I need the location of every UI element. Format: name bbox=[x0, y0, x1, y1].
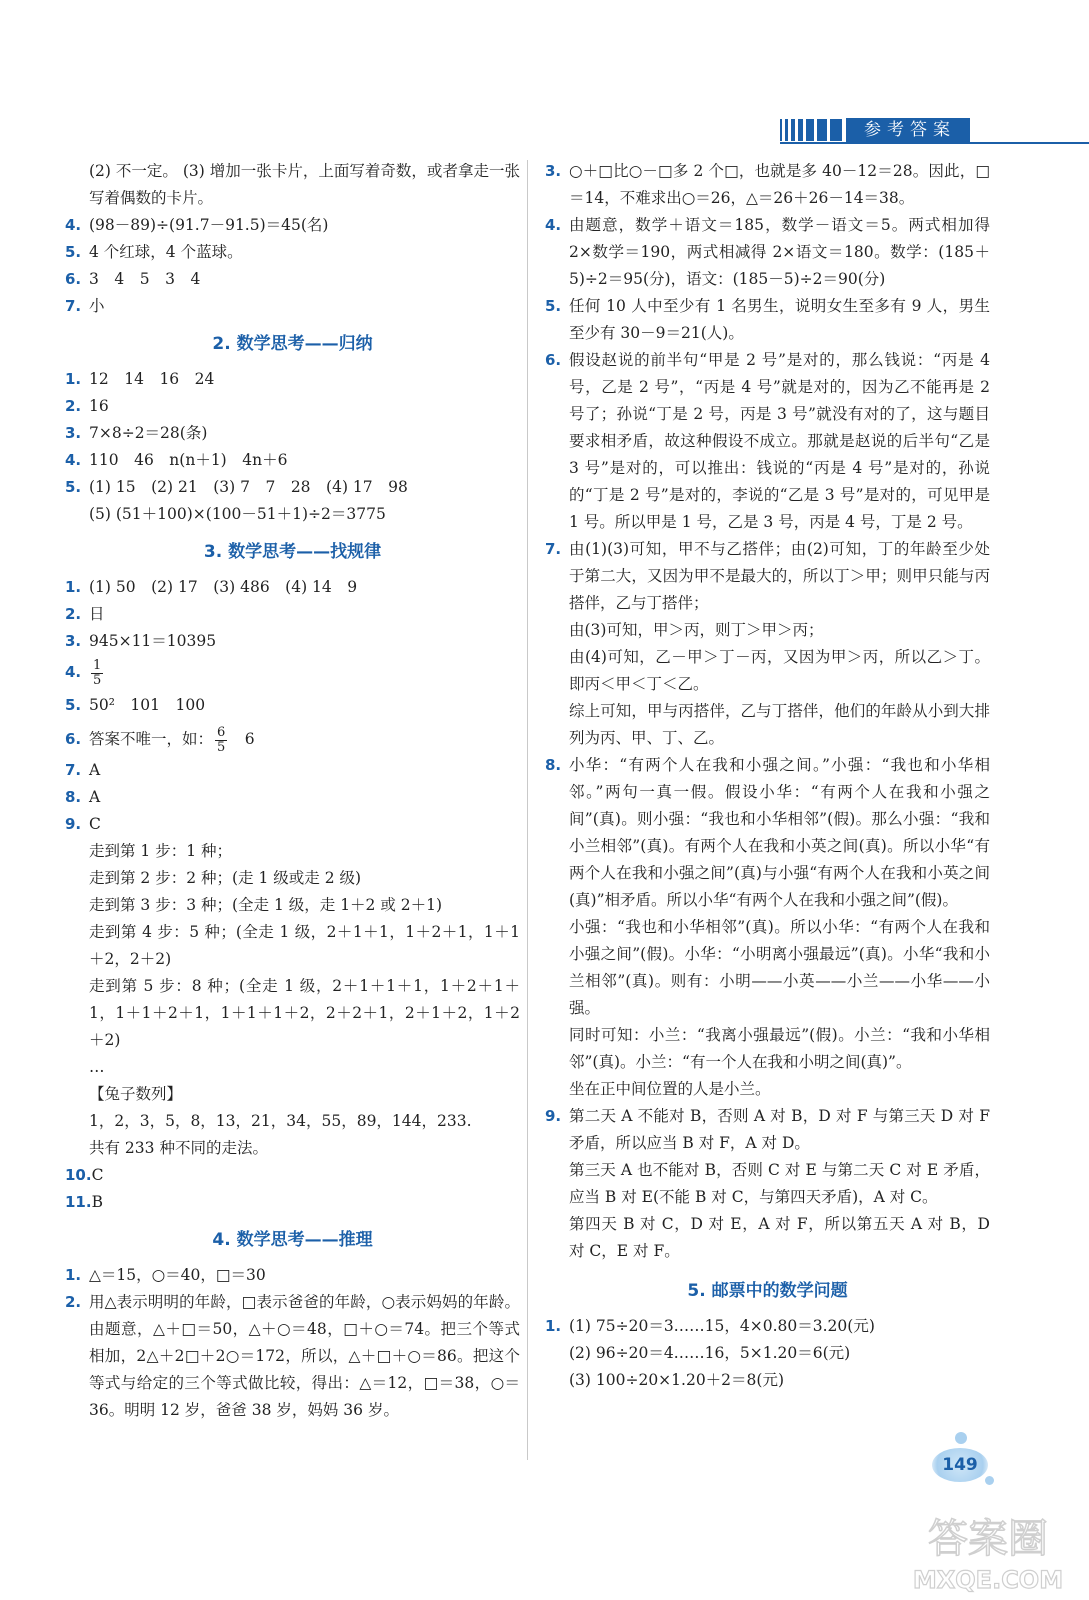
item-text: … bbox=[89, 1058, 105, 1076]
header-stripes bbox=[780, 119, 842, 141]
item-text: 答案不唯一，如： $\frac{6}{5}$ 6 bbox=[89, 724, 255, 755]
item-number: 3. bbox=[65, 632, 82, 650]
item-number: 1. bbox=[65, 370, 82, 388]
item-number bbox=[545, 914, 569, 1022]
item-text: 第四天 B 对 C，D 对 E，A 对 F，所以第五天 A 对 B，D 对 C，E 对 F。 bbox=[569, 1215, 990, 1260]
fraction: $\frac{1}{5}$ bbox=[93, 657, 102, 688]
section-title-induction: 2. 数学思考——归纳 bbox=[212, 334, 373, 354]
answer-item bbox=[545, 1367, 990, 1394]
answer-item bbox=[545, 1103, 990, 1157]
item-number bbox=[65, 838, 89, 865]
answer-item bbox=[65, 1054, 520, 1081]
answer-item bbox=[65, 293, 520, 320]
item-text: A bbox=[89, 761, 101, 779]
item-number: 4. bbox=[65, 216, 82, 234]
watermark-top: 答案圈 bbox=[928, 1516, 1048, 1562]
answer-item bbox=[65, 838, 520, 865]
section-title-stamps: 5. 邮票中的数学问题 bbox=[687, 1281, 848, 1301]
answer-item bbox=[545, 347, 990, 536]
fraction: $\frac{6}{5}$ bbox=[217, 724, 226, 755]
decor-dot bbox=[955, 1432, 967, 1444]
item-text: 用△表示明明的年龄，□表示爸爸的年龄，○表示妈妈的年龄。由题意，△＋□＝50，△＋○＝48，□＋○＝74。把三个等式相加，2△＋2□＋2○＝172，所以，△＋□＋○＝86。把这个等式与给定的三个等式做比较，得出：△＝12，□＝38，○＝36。明明 12 岁，爸爸 38 岁，妈妈 36 岁。 bbox=[89, 1293, 520, 1419]
answer-item bbox=[545, 1313, 990, 1340]
item-text: ○＋□比○－□多 2 个□，也就是多 40－12＝28。因此，□＝14，不难求出○＝26，△＝26＋26－14＝38。 bbox=[569, 162, 990, 207]
item-text: (5) (51＋100)×(100－51＋1)÷2＝3775 bbox=[89, 505, 386, 523]
item-number bbox=[65, 865, 89, 892]
item-number: 10. bbox=[65, 1166, 92, 1184]
item-number bbox=[65, 1108, 89, 1135]
answer-item bbox=[545, 536, 990, 617]
item-text: 走到第 1 步：1 种； bbox=[89, 842, 233, 860]
item-text: 【兔子数列】 bbox=[89, 1085, 183, 1103]
answer-item bbox=[65, 865, 520, 892]
answer-item bbox=[65, 1108, 520, 1135]
answer-item bbox=[65, 574, 520, 601]
answer-item bbox=[545, 1211, 990, 1265]
item-text: (1) 15 (2) 21 (3) 7 7 28 (4) 17 98 bbox=[89, 478, 408, 496]
item-number: 11. bbox=[65, 1193, 92, 1211]
item-text: 由(4)可知，乙－甲＞丁－丙，又因为甲＞丙，所以乙＞丁。即丙＜甲＜丁＜乙。 bbox=[569, 648, 990, 693]
item-text: 1，2，3，5，8，13，21，34，55，89，144，233. bbox=[89, 1112, 472, 1130]
item-number bbox=[65, 919, 89, 973]
item-text: 由(3)可知，甲＞丙，则丁＞甲＞丙； bbox=[569, 621, 824, 639]
item-text bbox=[89, 655, 520, 689]
item-text: (1) 50 (2) 17 (3) 486 (4) 14 9 bbox=[89, 578, 358, 596]
answer-item bbox=[65, 212, 520, 239]
item-text: 110 46 n(n＋1) 4n＋6 bbox=[89, 451, 288, 469]
answer-item bbox=[545, 1076, 990, 1103]
item-text: 走到第 4 步：5 种；(全走 1 级，2＋1＋1，1＋2＋1，1＋1＋2，2＋2) bbox=[89, 923, 520, 968]
answer-item bbox=[545, 617, 990, 644]
answer-item bbox=[65, 1162, 520, 1189]
item-number bbox=[545, 644, 569, 698]
column-divider bbox=[527, 160, 528, 1460]
item-text: 假设赵说的前半句“甲是 2 号”是对的，那么钱说：“丙是 4 号，乙是 2 号”，“丙是 4 号”就是对的，因为乙不能再是 2 号了；孙说“丁是 2 号，丙是 3 号”就没有对的了，这与题目要求相矛盾，故这种假设不成立。那就是赵说的后半句“乙是 3 号”是对的，可以推出：钱说的“丙是 4 号”是对的，孙说的“丁是 2 号”是对的，李说的“乙是 3 号”是对的，可见甲是 1 号。所以甲是 1 号，乙是 3 号，丙是 4 号，丁是 2 号。 bbox=[569, 351, 990, 531]
answer-item bbox=[65, 420, 520, 447]
item-number: 2. bbox=[65, 605, 82, 623]
item-text: B bbox=[91, 1193, 103, 1211]
item-number bbox=[545, 617, 569, 644]
item-text: 945×11＝10395 bbox=[89, 632, 217, 650]
item-number: 2. bbox=[65, 1293, 82, 1311]
answer-item bbox=[65, 757, 520, 784]
item-number: 7. bbox=[65, 297, 82, 315]
item-number bbox=[65, 973, 89, 1054]
item-number bbox=[65, 1054, 89, 1081]
item-text: 小华：“有两个人在我和小强之间。”小强：“我也和小华相邻。”两句一真一假。假设小华：“有两个人在我和小强之间”(真)。则小强：“我也和小华相邻”(假)。那么小强：“我和小兰相邻”(真)。有两个人在我和小英之间(真)。所以小华“有两个人在我和小强之间”(真)与小强“有两个人在我和小英之间(真)”相矛盾。所以小华“有两个人在我和小强之间”(假)。 bbox=[569, 756, 990, 909]
item-text: C bbox=[91, 1166, 104, 1184]
item-number: 4. bbox=[545, 216, 562, 234]
item-number: 8. bbox=[545, 756, 562, 774]
item-number bbox=[545, 1076, 569, 1103]
answer-item bbox=[65, 689, 520, 721]
item-text: (2) 不一定。 (3) 增加一张卡片，上面写着奇数，或者拿走一张写着偶数的卡片。 bbox=[89, 162, 520, 207]
answer-item bbox=[65, 784, 520, 811]
item-number: 5. bbox=[65, 243, 82, 261]
item-text: C bbox=[89, 815, 101, 833]
item-number: 7. bbox=[65, 761, 82, 779]
item-text: 7×8÷2＝28(条) bbox=[89, 424, 208, 442]
item-number bbox=[65, 501, 89, 528]
item-text: 小 bbox=[89, 297, 105, 315]
answer-item bbox=[65, 158, 520, 212]
item-number bbox=[545, 1367, 569, 1394]
item-number: 3. bbox=[65, 424, 82, 442]
item-number: 3. bbox=[545, 162, 562, 180]
item-number: 5. bbox=[65, 696, 82, 714]
section-title-reasoning: 4. 数学思考——推理 bbox=[212, 1230, 373, 1250]
item-number bbox=[65, 892, 89, 919]
item-number: 1. bbox=[65, 578, 82, 596]
item-text: 同时可知：小兰：“我离小强最远”(假)。小兰：“我和小华相邻”(真)。小兰：“有一个人在我和小明之间(真)”。 bbox=[569, 1026, 990, 1071]
item-text: 走到第 2 步：2 种；(走 1 级或走 2 级) bbox=[89, 869, 362, 887]
answer-item bbox=[65, 501, 520, 528]
answer-item bbox=[65, 366, 520, 393]
right-column bbox=[545, 158, 990, 1394]
item-text: 走到第 3 步：3 种；(全走 1 级，走 1＋2 或 2＋1) bbox=[89, 896, 443, 914]
answer-item bbox=[65, 628, 520, 655]
item-text: 由题意，数学＋语文＝185，数学－语文＝5。两式相加得 2×数学＝190，两式相减得 2×语文＝180。数学：(185＋5)÷2＝95(分)，语文：(185－5)÷2＝90(分) bbox=[569, 216, 990, 288]
item-text: △＝15，○＝40，□＝30 bbox=[89, 1266, 266, 1284]
answer-item bbox=[65, 266, 520, 293]
item-text: 综上可知，甲与丙搭伴，乙与丁搭伴，他们的年龄从小到大排列为丙、甲、丁、乙。 bbox=[569, 702, 990, 747]
item-text: (3) 100÷20×1.20＋2＝8(元) bbox=[569, 1371, 784, 1389]
answer-item bbox=[545, 1022, 990, 1076]
answer-item bbox=[545, 158, 990, 212]
answer-item bbox=[65, 474, 520, 501]
answer-item bbox=[65, 601, 520, 628]
item-number: 5. bbox=[545, 297, 562, 315]
item-number: 9. bbox=[65, 815, 82, 833]
item-text: 坐在正中间位置的人是小兰。 bbox=[569, 1080, 771, 1098]
answer-item bbox=[65, 721, 520, 757]
answer-item bbox=[65, 811, 520, 838]
decor-dot bbox=[985, 1476, 994, 1485]
item-text: 第二天 A 不能对 B，否则 A 对 B，D 对 F 与第三天 D 对 F 矛盾，所以应当 B 对 F，A 对 D。 bbox=[569, 1107, 990, 1152]
answer-item bbox=[545, 1340, 990, 1367]
answer-item bbox=[65, 447, 520, 474]
item-number: 1. bbox=[65, 1266, 82, 1284]
item-text: 50² 101 100 bbox=[89, 696, 206, 714]
answer-item bbox=[65, 1189, 520, 1216]
answer-item bbox=[545, 698, 990, 752]
item-number bbox=[545, 1157, 569, 1211]
item-number: 2. bbox=[65, 397, 82, 415]
item-number: 8. bbox=[65, 788, 82, 806]
answer-item bbox=[545, 752, 990, 914]
item-number: 6. bbox=[545, 351, 562, 369]
item-text: 日 bbox=[89, 605, 105, 623]
answer-item bbox=[65, 1262, 520, 1289]
answer-item bbox=[65, 919, 520, 973]
item-number bbox=[545, 1340, 569, 1367]
item-text: 12 14 16 24 bbox=[89, 370, 215, 388]
item-text: 走到第 5 步：8 种；(全走 1 级，2＋1＋1＋1，1＋2＋1＋1，1＋1＋2＋1，1＋1＋1＋2，2＋2＋1，2＋1＋2，1＋2＋2) bbox=[89, 977, 520, 1049]
answer-item bbox=[65, 973, 520, 1054]
watermark-bottom: MXQE.COM bbox=[912, 1566, 1064, 1594]
item-number: 4. bbox=[65, 663, 82, 681]
item-text: 由(1)(3)可知，甲不与乙搭伴；由(2)可知，丁的年龄至少处于第二大，又因为甲不是最大的，所以丁＞甲；则甲只能与丙搭伴，乙与丁搭伴； bbox=[569, 540, 990, 612]
answer-item bbox=[65, 1289, 520, 1424]
answer-item bbox=[545, 293, 990, 347]
item-number: 9. bbox=[545, 1107, 562, 1125]
item-number bbox=[545, 1022, 569, 1076]
item-number: 1. bbox=[545, 1317, 562, 1335]
item-text: 任何 10 人中至少有 1 名男生，说明女生至多有 9 人，男生至少有 30－9＝21(人)。 bbox=[569, 297, 990, 342]
page-number: 149 bbox=[932, 1448, 988, 1482]
item-number bbox=[65, 1081, 89, 1108]
item-number bbox=[65, 158, 89, 212]
item-number: 6. bbox=[65, 730, 82, 748]
item-text: 第三天 A 也不能对 B，否则 C 对 E 与第二天 C 对 E 矛盾，应当 B 对 E(不能 B 对 C，与第四天矛盾)，A 对 C。 bbox=[569, 1161, 990, 1206]
item-number: 4. bbox=[65, 451, 82, 469]
item-number bbox=[545, 1211, 569, 1265]
item-text: 4 个红球，4 个蓝球。 bbox=[89, 243, 243, 261]
answer-item bbox=[65, 892, 520, 919]
item-text: A bbox=[89, 788, 101, 806]
left-column bbox=[65, 158, 520, 1424]
item-text: 小强：“我也和小华相邻”(真)。所以小华：“有两个人在我和小强之间”(假)。小华：“小明离小强最远”(真)。小华“我和小兰相邻”(真)。则有：小明——小英——小兰——小华——小强。 bbox=[569, 918, 990, 1017]
answer-item bbox=[545, 914, 990, 1022]
item-text: 共有 233 种不同的走法。 bbox=[89, 1139, 268, 1157]
header-tab: 参考答案 bbox=[846, 118, 970, 142]
answer-item bbox=[545, 1157, 990, 1211]
answer-item bbox=[65, 1081, 520, 1108]
item-text: 3 4 5 3 4 bbox=[89, 270, 201, 288]
answer-item bbox=[65, 393, 520, 420]
answer-item bbox=[65, 239, 520, 266]
item-number bbox=[65, 1135, 89, 1162]
answer-item bbox=[545, 212, 990, 293]
section-header bbox=[780, 118, 1012, 142]
header-rule bbox=[780, 142, 1089, 144]
item-text: 16 bbox=[89, 397, 109, 415]
answer-item bbox=[65, 1135, 520, 1162]
item-text: (98－89)÷(91.7－91.5)＝45(名) bbox=[89, 216, 329, 234]
item-number: 6. bbox=[65, 270, 82, 288]
item-number: 5. bbox=[65, 478, 82, 496]
watermark-logo bbox=[900, 1500, 1075, 1595]
item-number: 7. bbox=[545, 540, 562, 558]
answer-item bbox=[545, 644, 990, 698]
item-number bbox=[545, 698, 569, 752]
section-title-pattern: 3. 数学思考——找规律 bbox=[203, 542, 382, 562]
item-text: (2) 96÷20＝4……16，5×1.20＝6(元) bbox=[569, 1344, 851, 1362]
answer-item bbox=[65, 655, 520, 689]
item-text: (1) 75÷20＝3……15，4×0.80＝3.20(元) bbox=[569, 1317, 875, 1335]
